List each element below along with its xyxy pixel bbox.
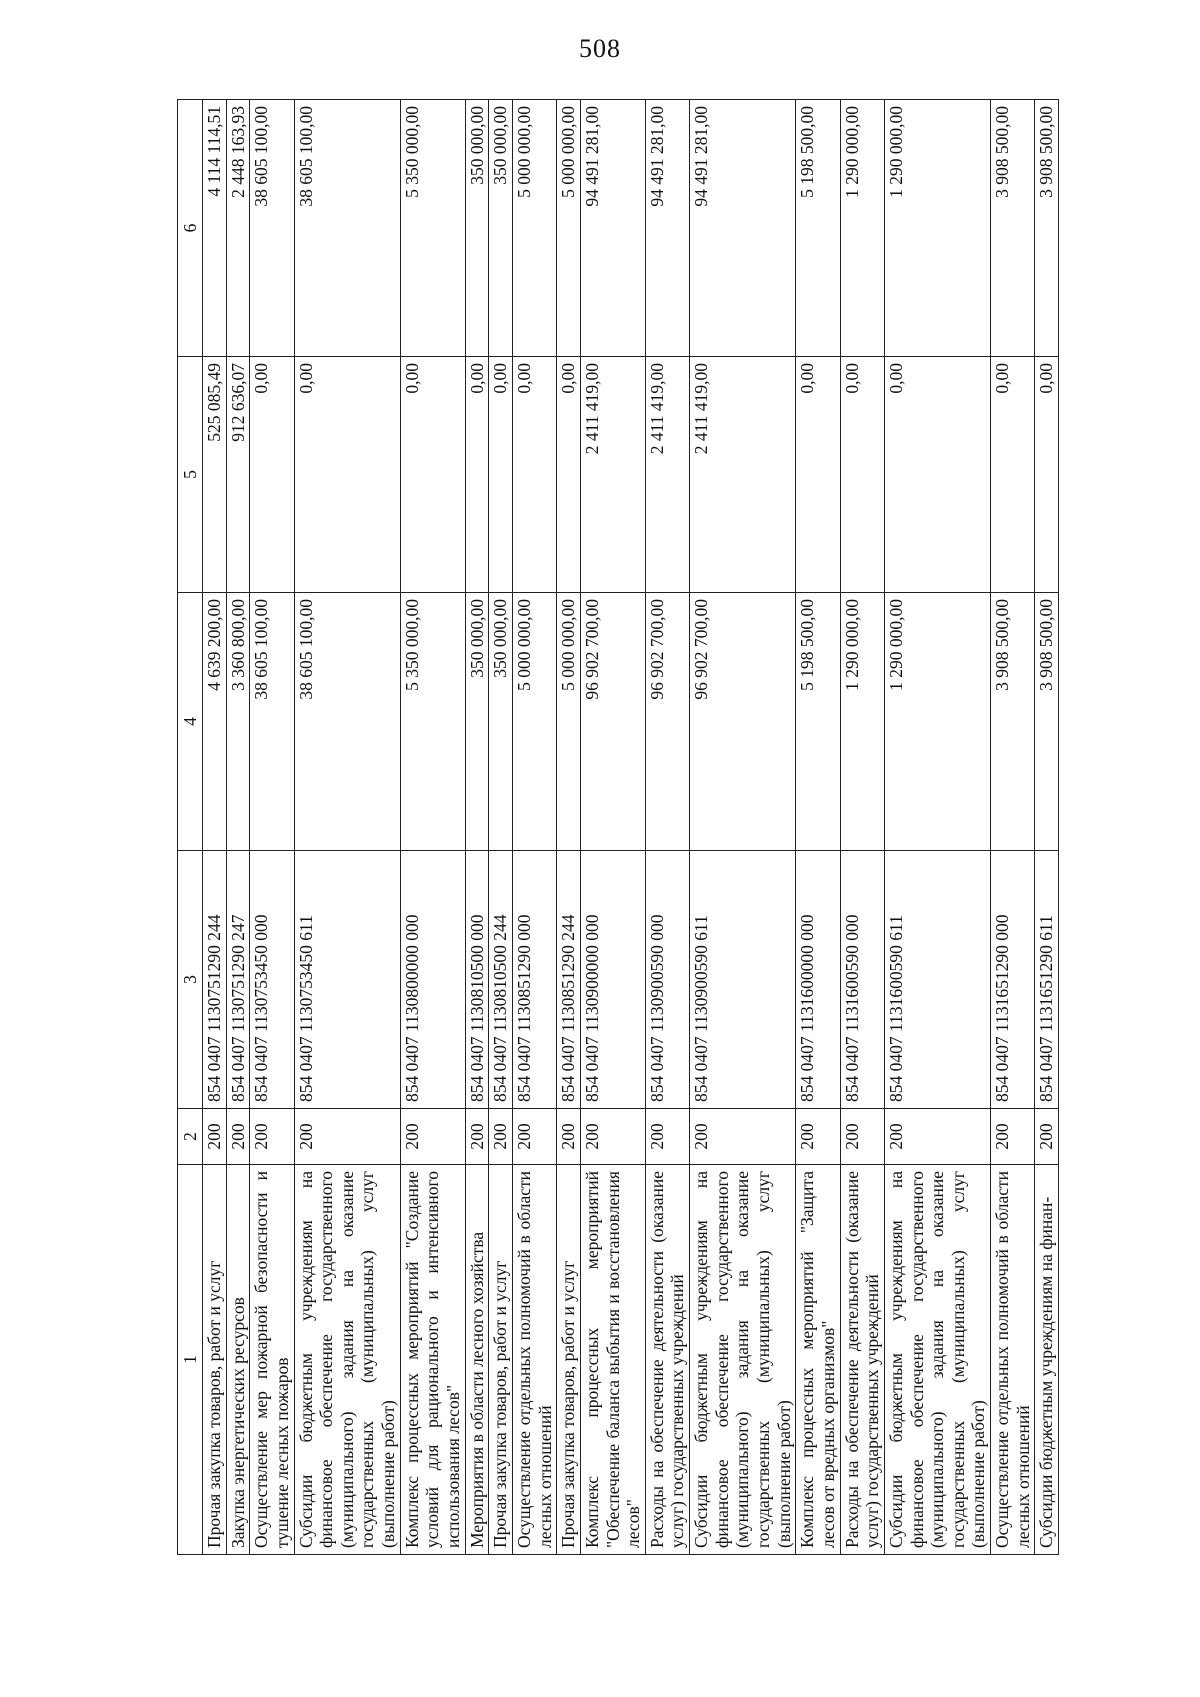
row-code-cell: 200: [557, 1109, 581, 1165]
row-col4-cell: 38 605 100,00: [250, 593, 294, 851]
row-col4-cell: 3 908 500,00: [991, 593, 1035, 851]
row-col5-cell: 0,00: [557, 357, 581, 593]
row-col6-cell: 350 000,00: [489, 100, 513, 357]
row-col4-cell: 5 350 000,00: [400, 593, 465, 851]
row-name-cell: Расходы на обеспечение деятельности (оказание услуг) государственных учреждений: [645, 1165, 689, 1555]
row-code-cell: 200: [250, 1109, 294, 1165]
row-name-cell: Прочая закупка товаров, работ и услуг: [557, 1165, 581, 1555]
table-row: [557, 100, 581, 1555]
row-col4-cell: 5 000 000,00: [557, 593, 581, 851]
row-code-cell: 200: [226, 1109, 250, 1165]
column-header: 5: [178, 357, 203, 593]
row-col5-cell: 912 636,07: [226, 357, 250, 593]
table-row: [884, 100, 990, 1555]
row-col5-cell: 2 411 419,00: [690, 357, 796, 593]
row-col6-cell: 5 000 000,00: [557, 100, 581, 357]
row-code-cell: 200: [840, 1109, 884, 1165]
row-col6-cell: 94 491 281,00: [645, 100, 689, 357]
table-row: [465, 100, 489, 1555]
row-name-cell: Комплекс процессных мероприятий "Защита лесов от вредных организмов": [796, 1165, 840, 1555]
row-code-cell: 200: [400, 1109, 465, 1165]
row-code-cell: 200: [203, 1109, 227, 1165]
row-code-cell: 200: [991, 1109, 1035, 1165]
row-col4-cell: 1 290 000,00: [840, 593, 884, 851]
row-col6-cell: 94 491 281,00: [580, 100, 645, 357]
table-body: [203, 100, 1059, 1555]
row-kbk-cell: 854 0407 1130810500 244: [489, 851, 513, 1109]
row-kbk-cell: 854 0407 1130753450 000: [250, 851, 294, 1109]
row-code-cell: 200: [796, 1109, 840, 1165]
row-col4-cell: 5 000 000,00: [512, 593, 556, 851]
table-row: [580, 100, 645, 1555]
row-col5-cell: 525 085,49: [203, 357, 227, 593]
row-code-cell: 200: [489, 1109, 513, 1165]
row-col6-cell: 350 000,00: [465, 100, 489, 357]
row-col4-cell: 96 902 700,00: [690, 593, 796, 851]
row-col6-cell: 3 908 500,00: [991, 100, 1035, 357]
row-col6-cell: 3 908 500,00: [1035, 100, 1059, 357]
row-col6-cell: 1 290 000,00: [840, 100, 884, 357]
row-col5-cell: 2 411 419,00: [645, 357, 689, 593]
row-kbk-cell: 854 0407 1130900000 000: [580, 851, 645, 1109]
row-col6-cell: 5 350 000,00: [400, 100, 465, 357]
row-name-cell: Субсидии бюджетным учреждениям на финансовое обеспечение государственного (муниципального) задания на оказание государственных (муниципальных) услуг (выполнение работ): [690, 1165, 796, 1555]
row-kbk-cell: 854 0407 1130851290 000: [512, 851, 556, 1109]
table-header-row: [178, 100, 203, 1555]
row-kbk-cell: 854 0407 1131651290 611: [1035, 851, 1059, 1109]
row-col5-cell: 0,00: [884, 357, 990, 593]
row-code-cell: 200: [294, 1109, 400, 1165]
table-row: [991, 100, 1035, 1555]
row-code-cell: 200: [1035, 1109, 1059, 1165]
row-col5-cell: 0,00: [294, 357, 400, 593]
row-col4-cell: 350 000,00: [465, 593, 489, 851]
row-col4-cell: 1 290 000,00: [884, 593, 990, 851]
row-kbk-cell: 854 0407 1130800000 000: [400, 851, 465, 1109]
table-row: [645, 100, 689, 1555]
row-col5-cell: 0,00: [1035, 357, 1059, 593]
row-kbk-cell: 854 0407 1131600000 000: [796, 851, 840, 1109]
row-code-cell: 200: [690, 1109, 796, 1165]
row-col5-cell: 0,00: [465, 357, 489, 593]
table-row: [1035, 100, 1059, 1555]
row-kbk-cell: 854 0407 1130810500 000: [465, 851, 489, 1109]
row-col6-cell: 2 448 163,93: [226, 100, 250, 357]
row-col5-cell: 2 411 419,00: [580, 357, 645, 593]
row-col6-cell: 5 000 000,00: [512, 100, 556, 357]
table-row: [796, 100, 840, 1555]
column-header: 1: [178, 1165, 203, 1555]
row-kbk-cell: 854 0407 1131600590 611: [884, 851, 990, 1109]
row-code-cell: 200: [884, 1109, 990, 1165]
row-name-cell: Комплекс процессных мероприятий "Создание условий для рационального и интенсивного использования лесов": [400, 1165, 465, 1555]
row-col6-cell: 1 290 000,00: [884, 100, 990, 357]
row-name-cell: Субсидии бюджетным учреждениям на финан-: [1035, 1165, 1059, 1555]
row-kbk-cell: 854 0407 1131600590 000: [840, 851, 884, 1109]
row-code-cell: 200: [512, 1109, 556, 1165]
row-kbk-cell: 854 0407 1130900590 611: [690, 851, 796, 1109]
row-col4-cell: 4 639 200,00: [203, 593, 227, 851]
row-name-cell: Субсидии бюджетным учреждениям на финансовое обеспечение государственного (муниципального) задания на оказание государственных (муниципальных) услуг (выполнение работ): [884, 1165, 990, 1555]
row-col5-cell: 0,00: [840, 357, 884, 593]
row-col6-cell: 38 605 100,00: [250, 100, 294, 357]
budget-table: [177, 99, 1059, 1555]
row-col6-cell: 5 198 500,00: [796, 100, 840, 357]
row-name-cell: Мероприятия в области лесного хозяйства: [465, 1165, 489, 1555]
table-row: [294, 100, 400, 1555]
row-name-cell: Осуществление отдельных полномочий в области лесных отношений: [512, 1165, 556, 1555]
row-col5-cell: 0,00: [489, 357, 513, 593]
column-header: 6: [178, 100, 203, 357]
row-col6-cell: 94 491 281,00: [690, 100, 796, 357]
page-number: 508: [579, 34, 621, 63]
row-col4-cell: 5 198 500,00: [796, 593, 840, 851]
row-col5-cell: 0,00: [400, 357, 465, 593]
row-kbk-cell: 854 0407 1130851290 244: [557, 851, 581, 1109]
row-col6-cell: 4 114 114,51: [203, 100, 227, 357]
row-col5-cell: 0,00: [512, 357, 556, 593]
row-code-cell: 200: [465, 1109, 489, 1165]
row-col4-cell: 3 360 800,00: [226, 593, 250, 851]
table-row: [203, 100, 227, 1555]
row-col4-cell: 3 908 500,00: [1035, 593, 1059, 851]
row-col4-cell: 38 605 100,00: [294, 593, 400, 851]
row-name-cell: Прочая закупка товаров, работ и услуг: [489, 1165, 513, 1555]
table-row: [226, 100, 250, 1555]
row-kbk-cell: 854 0407 1130751290 247: [226, 851, 250, 1109]
row-col6-cell: 38 605 100,00: [294, 100, 400, 357]
row-col4-cell: 350 000,00: [489, 593, 513, 851]
row-name-cell: Комплекс процессных мероприятий "Обеспечение баланса выбытия и восстановления лесов": [580, 1165, 645, 1555]
table-row: [840, 100, 884, 1555]
row-name-cell: Осуществление отдельных полномочий в области лесных отношений: [991, 1165, 1035, 1555]
table-row: [690, 100, 796, 1555]
row-col5-cell: 0,00: [250, 357, 294, 593]
row-code-cell: 200: [580, 1109, 645, 1165]
row-kbk-cell: 854 0407 1131651290 000: [991, 851, 1035, 1109]
row-name-cell: Расходы на обеспечение деятельности (оказание услуг) государственных учреждений: [840, 1165, 884, 1555]
table-row: [489, 100, 513, 1555]
column-header: 4: [178, 593, 203, 851]
row-name-cell: Закупка энергетических ресурсов: [226, 1165, 250, 1555]
column-header: 3: [178, 851, 203, 1109]
row-col5-cell: 0,00: [991, 357, 1035, 593]
column-header: 2: [178, 1109, 203, 1165]
row-kbk-cell: 854 0407 1130900590 000: [645, 851, 689, 1109]
row-name-cell: Прочая закупка товаров, работ и услуг: [203, 1165, 227, 1555]
row-name-cell: Осуществление мер пожарной безопасности и тушение лесных пожаров: [250, 1165, 294, 1555]
row-col5-cell: 0,00: [796, 357, 840, 593]
row-col4-cell: 96 902 700,00: [580, 593, 645, 851]
table-row: [400, 100, 465, 1555]
table-row: [512, 100, 556, 1555]
row-code-cell: 200: [645, 1109, 689, 1165]
rotated-table-wrapper: [177, 99, 1059, 1555]
row-name-cell: Субсидии бюджетным учреждениям на финансовое обеспечение государственного (муниципального) задания на оказание государственных (муниципальных) услуг (выполнение работ): [294, 1165, 400, 1555]
row-col4-cell: 96 902 700,00: [645, 593, 689, 851]
row-kbk-cell: 854 0407 1130751290 244: [203, 851, 227, 1109]
table-row: [250, 100, 294, 1555]
row-kbk-cell: 854 0407 1130753450 611: [294, 851, 400, 1109]
